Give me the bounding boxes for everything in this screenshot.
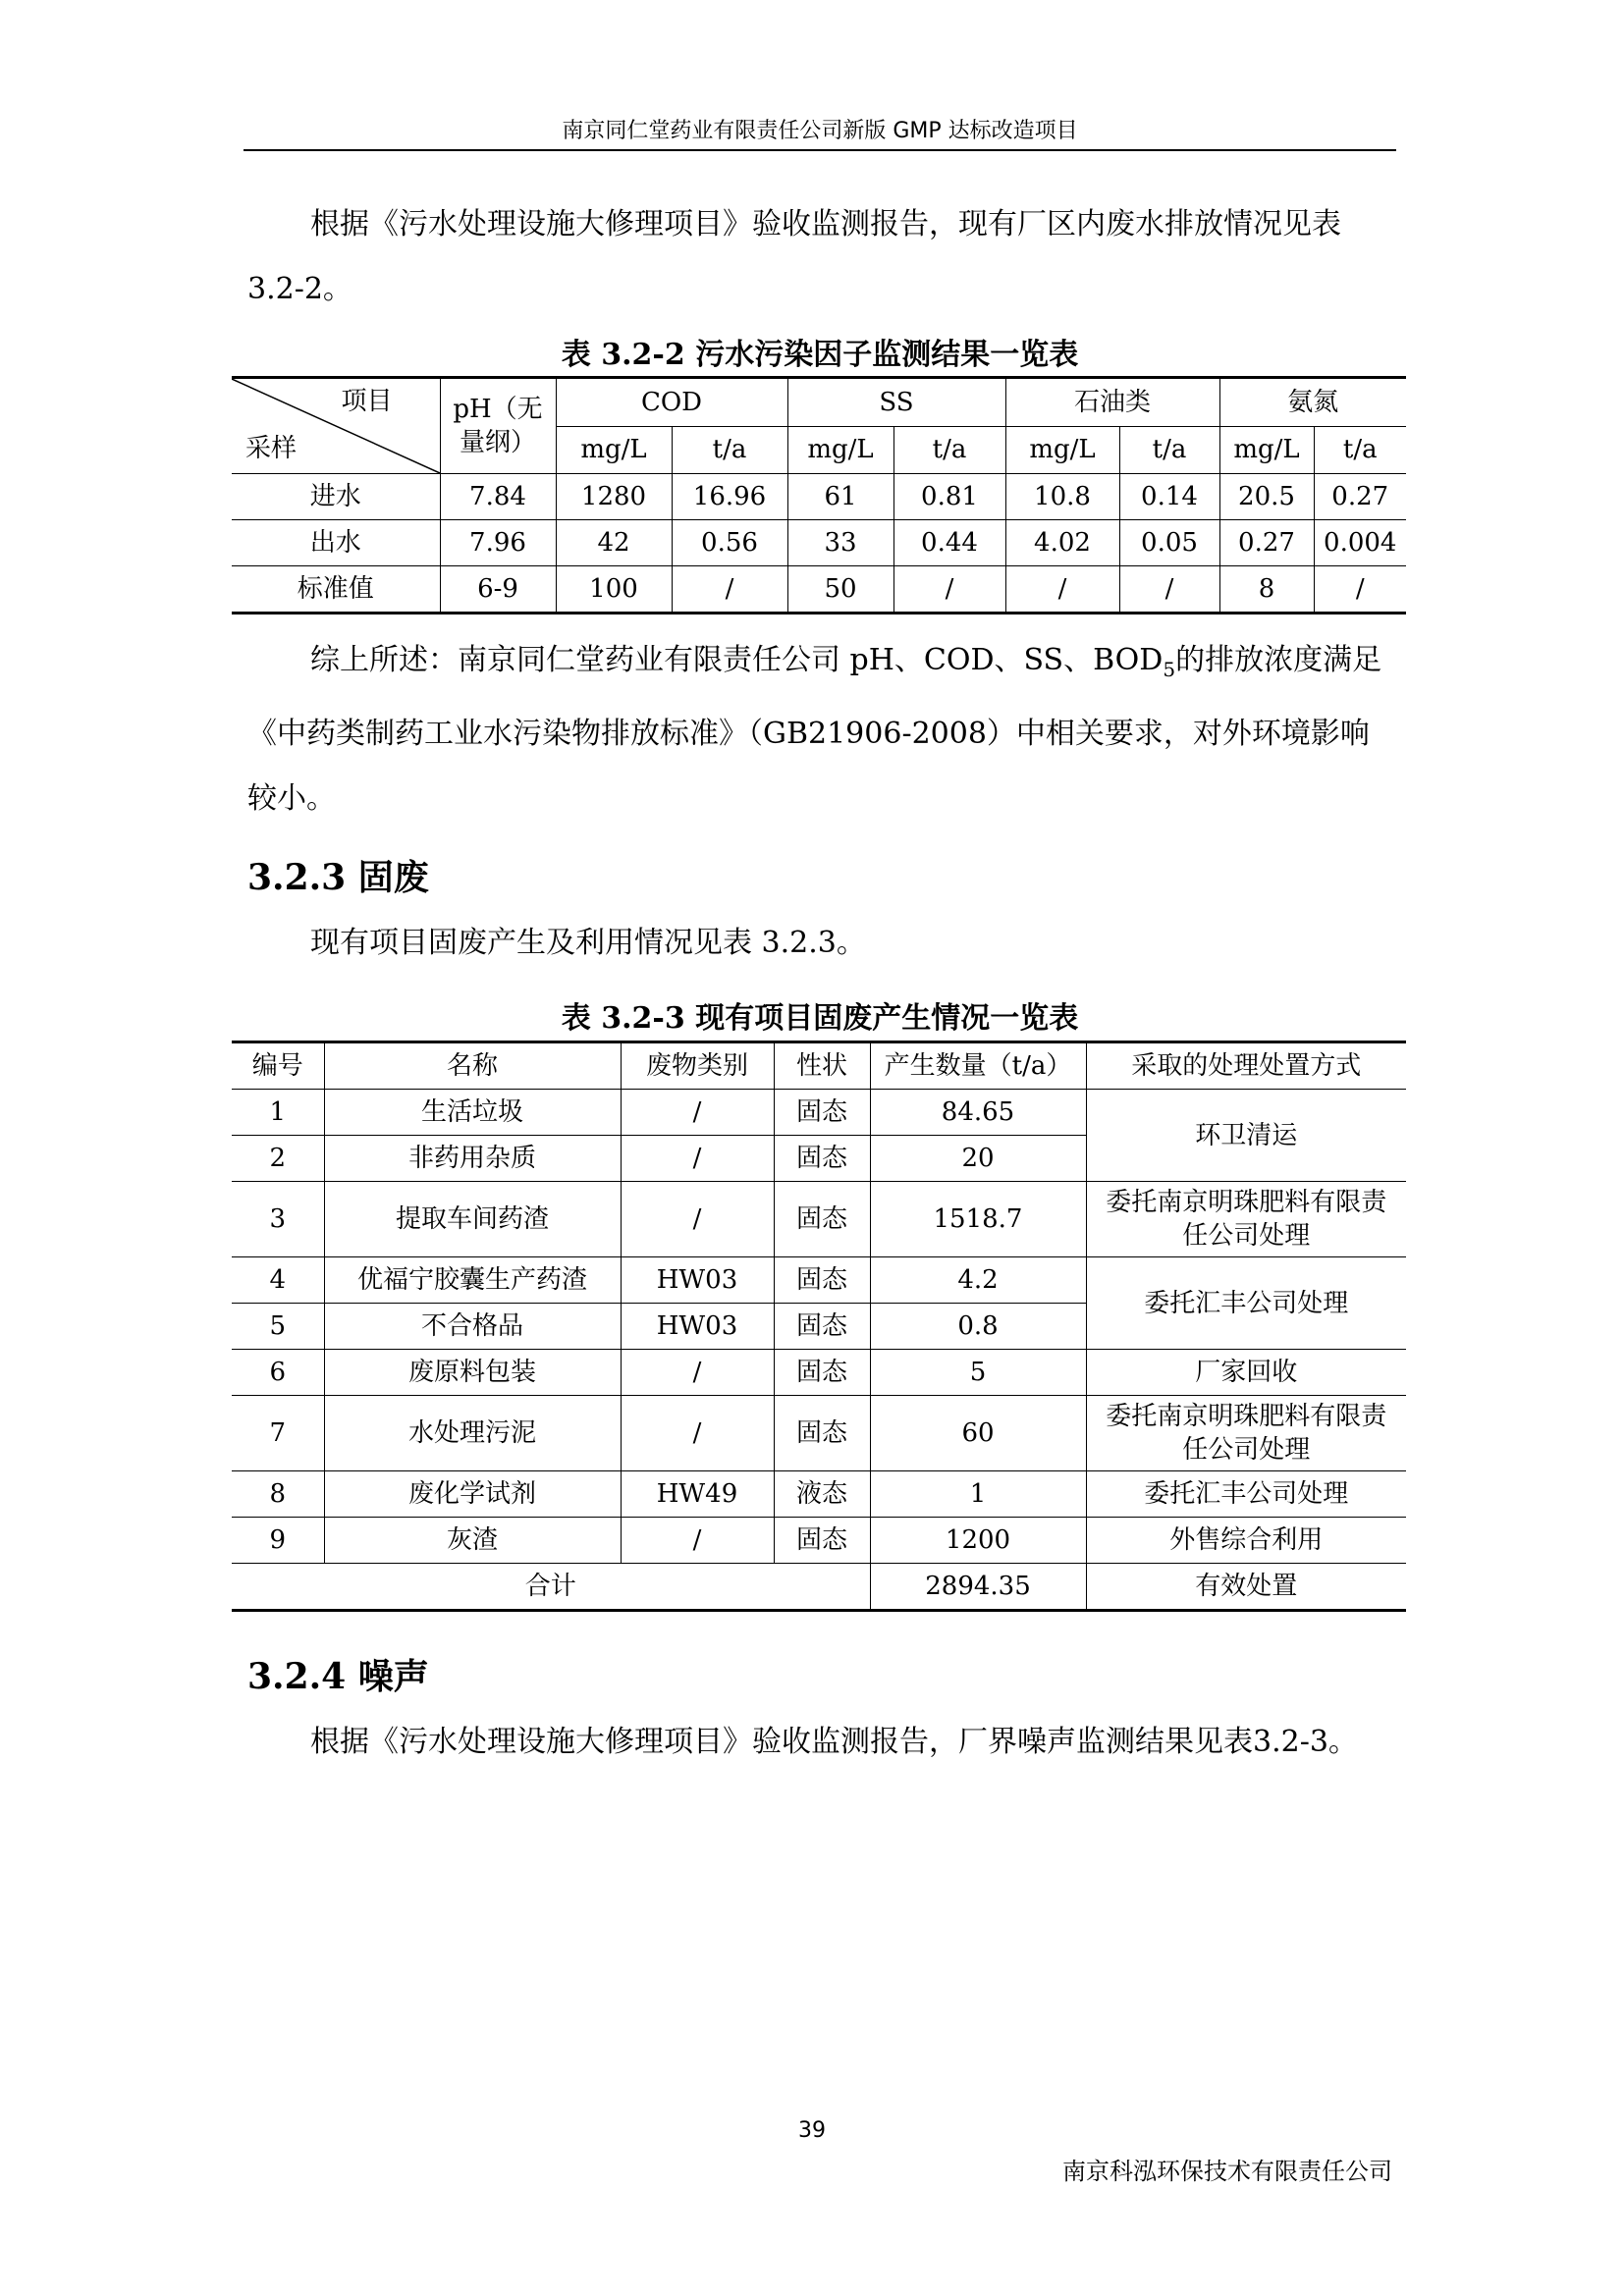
table-cell: / <box>1005 566 1119 614</box>
row-label: 出水 <box>232 520 440 566</box>
disposal-cell: 外售综合利用 <box>1086 1518 1406 1564</box>
table-cell: 0.05 <box>1119 520 1219 566</box>
unit-header: t/a <box>893 426 1005 473</box>
disposal-cell: 委托南京明珠肥料有限责任公司处理 <box>1086 1396 1406 1471</box>
row-label: 标准值 <box>232 566 440 614</box>
unit-header: t/a <box>1314 426 1406 473</box>
table-cell: 液态 <box>774 1471 870 1518</box>
table-cell: 50 <box>787 566 893 614</box>
column-header: 废物类别 <box>621 1042 774 1090</box>
section-heading-solid-waste: 3.2.3 固废 <box>247 857 429 898</box>
table-cell: 0.004 <box>1314 520 1406 566</box>
table-cell: 4.2 <box>870 1257 1086 1304</box>
table-cell: 16.96 <box>672 474 787 520</box>
table-cell: 5 <box>870 1350 1086 1396</box>
table-cell: 固态 <box>774 1257 870 1304</box>
table-cell: 61 <box>787 474 893 520</box>
table-cell: 42 <box>556 520 672 566</box>
table-cell: 84.65 <box>870 1090 1086 1136</box>
group-header: 氨氮 <box>1219 378 1406 427</box>
table-cell: 0.8 <box>870 1304 1086 1350</box>
disposal-cell: 环卫清运 <box>1086 1090 1406 1182</box>
disposal-cell: 厂家回收 <box>1086 1350 1406 1396</box>
table-cell: 1 <box>870 1471 1086 1518</box>
table-cell: 5 <box>232 1304 324 1350</box>
table-cell: 0.14 <box>1119 474 1219 520</box>
disposal-cell: 委托汇丰公司处理 <box>1086 1257 1406 1350</box>
table-cell: 6-9 <box>440 566 556 614</box>
table-cell: 33 <box>787 520 893 566</box>
table-cell: 优福宁胶囊生产药渣 <box>324 1257 621 1304</box>
disposal-cell: 委托南京明珠肥料有限责任公司处理 <box>1086 1182 1406 1257</box>
table-cell: 0.27 <box>1314 474 1406 520</box>
table-cell: / <box>672 566 787 614</box>
table-cell: HW03 <box>621 1304 774 1350</box>
table-cell: / <box>1119 566 1219 614</box>
header-rule <box>244 149 1396 151</box>
column-header: 编号 <box>232 1042 324 1090</box>
column-header: 产生数量（t/a） <box>870 1042 1086 1090</box>
table-cell: 固态 <box>774 1136 870 1182</box>
solid-waste-table <box>232 1041 1406 1612</box>
table-cell: 7 <box>232 1396 324 1471</box>
table-cell: 生活垃圾 <box>324 1090 621 1136</box>
table-row <box>232 1471 1406 1518</box>
table-cell: / <box>621 1396 774 1471</box>
table-cell: 7.96 <box>440 520 556 566</box>
total-label: 合计 <box>232 1564 870 1611</box>
table-cell: 废原料包装 <box>324 1350 621 1396</box>
table-row <box>232 566 1406 614</box>
unit-header: mg/L <box>556 426 672 473</box>
row-label: 进水 <box>232 474 440 520</box>
table-cell: 0.56 <box>672 520 787 566</box>
total-disposal: 有效处置 <box>1086 1564 1406 1611</box>
table-row <box>232 1182 1406 1257</box>
table-cell: / <box>621 1090 774 1136</box>
table-cell: 6 <box>232 1350 324 1396</box>
table-cell: 8 <box>1219 566 1314 614</box>
page-number: 39 <box>798 2118 826 2143</box>
group-header: 石油类 <box>1005 378 1219 427</box>
header-title: 南京同仁堂药业有限责任公司新版 GMP 达标改造项目 <box>562 119 1078 143</box>
total-value: 2894.35 <box>870 1564 1086 1611</box>
table-cell: / <box>621 1182 774 1257</box>
table-cell: 水处理污泥 <box>324 1396 621 1471</box>
table-cell: 0.27 <box>1219 520 1314 566</box>
table-cell: 1 <box>232 1090 324 1136</box>
corner-diagonal-line <box>232 379 440 473</box>
table-cell: 不合格品 <box>324 1304 621 1350</box>
table-cell: HW03 <box>621 1257 774 1304</box>
disposal-cell: 委托汇丰公司处理 <box>1086 1471 1406 1518</box>
unit-header: t/a <box>672 426 787 473</box>
group-header: SS <box>787 378 1005 427</box>
table-cell: 固态 <box>774 1090 870 1136</box>
table-cell: 固态 <box>774 1182 870 1257</box>
unit-header: t/a <box>1119 426 1219 473</box>
corner-bottom-label: 采样 <box>245 434 298 463</box>
paragraph-solid-waste: 现有项目固废产生及利用情况见表 3.2.3。 <box>310 926 866 960</box>
table-row <box>232 1396 1406 1471</box>
column-header: 性状 <box>774 1042 870 1090</box>
table-cell: / <box>621 1136 774 1182</box>
table-cell: 0.81 <box>893 474 1005 520</box>
column-header: 采取的处理处置方式 <box>1086 1042 1406 1090</box>
total-row <box>232 1564 1406 1611</box>
table-cell: 9 <box>232 1518 324 1564</box>
ph-header: pH（无量纲） <box>440 378 556 474</box>
table-cell: 灰渣 <box>324 1518 621 1564</box>
unit-header: mg/L <box>1005 426 1119 473</box>
table-cell: 4 <box>232 1257 324 1304</box>
table-cell: / <box>1314 566 1406 614</box>
table-row <box>232 520 1406 566</box>
table-cell: 非药用杂质 <box>324 1136 621 1182</box>
table-cell: 1280 <box>556 474 672 520</box>
paragraph-intro: 根据《污水处理设施大修理项目》验收监测报告，现有厂区内废水排放情况见表 3.2-2。 <box>247 207 1341 306</box>
section-heading-noise: 3.2.4 噪声 <box>247 1656 429 1697</box>
column-header: 名称 <box>324 1042 621 1090</box>
unit-header: mg/L <box>787 426 893 473</box>
table-cell: 3 <box>232 1182 324 1257</box>
table-cell: 固态 <box>774 1350 870 1396</box>
table-cell: 固态 <box>774 1396 870 1471</box>
paragraph-noise: 根据《污水处理设施大修理项目》验收监测报告，厂界噪声监测结果见表3.2-3。 <box>310 1725 1358 1759</box>
table-row <box>232 1090 1406 1136</box>
table-cell: 60 <box>870 1396 1086 1471</box>
table-cell: 7.84 <box>440 474 556 520</box>
table-cell: 10.8 <box>1005 474 1119 520</box>
table-row <box>232 1350 1406 1396</box>
table2-caption: 表 3.2-3 现有项目固废产生情况一览表 <box>561 1001 1079 1036</box>
corner-top-label: 项目 <box>341 387 393 416</box>
group-header: COD <box>556 378 787 427</box>
table-cell: 提取车间药渣 <box>324 1182 621 1257</box>
table-cell: 0.44 <box>893 520 1005 566</box>
table-cell: / <box>893 566 1005 614</box>
table-cell: 2 <box>232 1136 324 1182</box>
paragraph-summary: 综上所述：南京同仁堂药业有限责任公司 pH、COD、SS、$BOD_5$的排放浓度满足《中药类制药工业水污染物排放标准》（GB21906-2008）中相关要求，对外环境影响较小。 <box>247 643 1382 816</box>
table-cell: 1200 <box>870 1518 1086 1564</box>
table-cell: / <box>621 1350 774 1396</box>
table-row <box>232 1257 1406 1304</box>
unit-header: mg/L <box>1219 426 1314 473</box>
table1-caption: 表 3.2-2 污水污染因子监测结果一览表 <box>561 338 1079 372</box>
table-cell: 固态 <box>774 1518 870 1564</box>
table-cell: / <box>621 1518 774 1564</box>
table-cell: HW49 <box>621 1471 774 1518</box>
table-cell: 1518.7 <box>870 1182 1086 1257</box>
table-row <box>232 474 1406 520</box>
table-row <box>232 1518 1406 1564</box>
footer-company: 南京科泓环保技术有限责任公司 <box>1062 2158 1392 2185</box>
table-cell: 20.5 <box>1219 474 1314 520</box>
table-cell: 100 <box>556 566 672 614</box>
table-cell: 4.02 <box>1005 520 1119 566</box>
table-cell: 8 <box>232 1471 324 1518</box>
table-cell: 20 <box>870 1136 1086 1182</box>
table-cell: 废化学试剂 <box>324 1471 621 1518</box>
table-cell: 固态 <box>774 1304 870 1350</box>
